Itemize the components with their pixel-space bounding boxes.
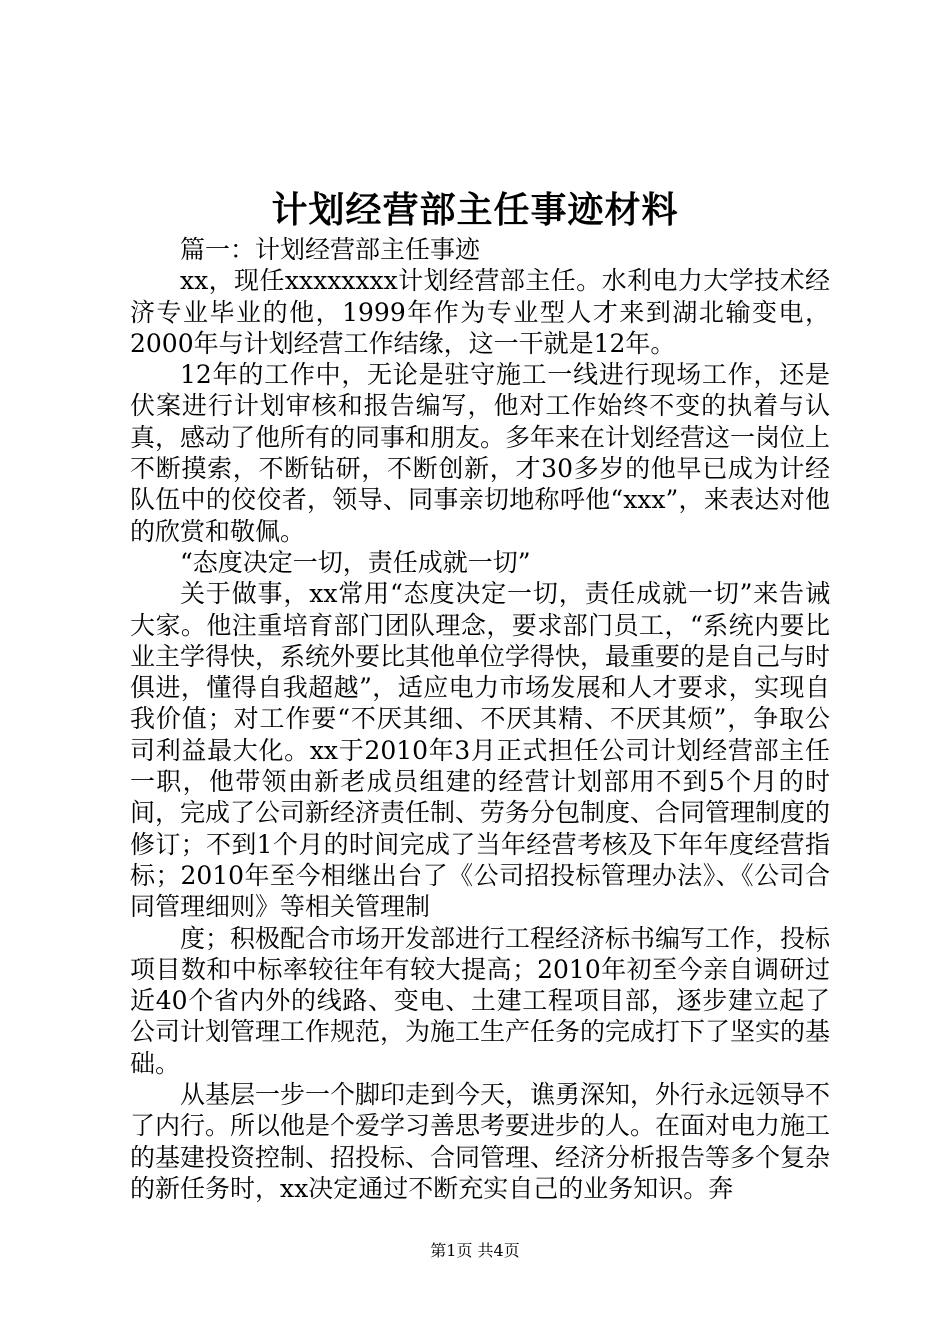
body-paragraph: 关于做事，xx常用“态度决定一切，责任成就一切”来告诫大家。他注重培育部门团队理念，要求部门员工，“系统内要比业主学得快，系统外要比其他单位学得快，最重要的是自己与时俱进，懂得自我超越”，适应电力市场发展和人才要求，实现自我价值；对工作要“不厌其细、不厌其精、不厌其烦”，争取公司利益最大化。xx于2010年3月正式担任公司计划经营部主任一职，他带领由新老成员组建的经营计划部用不到5个月的时间，完成了公司新经济责任制、劳务分包制度、合同管理制度的修订；不到1个月的时间完成了当年经营考核及下年年度经营指标；2010年至今相继出台了《公司招投标管理办法》、《公司合同管理细则》等相关管理制 bbox=[130, 579, 831, 922]
page-number-footer: 第1页 共4页 bbox=[430, 1241, 520, 1260]
document-body bbox=[130, 234, 830, 1204]
quote-heading: “态度决定一切，责任成就一切” bbox=[180, 547, 531, 577]
body-paragraph: 12年的工作中，无论是驻守施工一线进行现场工作，还是伏案进行计划审核和报告编写，他对工作始终不变的执着与认真，感动了他所有的同事和朋友。多年来在计划经营这一岗位上不断摸索，不断钻研，不断创新，才30多岁的他早已成为计经队伍中的佼佼者，领导、同事亲切地称呼他“xxx”，来表达对他的欣赏和敬佩。 bbox=[130, 360, 831, 546]
section-heading: 篇一：计划经营部主任事迹 bbox=[180, 235, 481, 264]
body-paragraph: xx，现任xxxxxxxx计划经营部主任。水利电力大学技术经济专业毕业的他，1999年作为专业型人才来到湖北输变电，2000年与计划经营工作结缘，这一干就是12年。 bbox=[130, 266, 830, 358]
document-title: 计划经营部主任事迹材料 bbox=[271, 189, 679, 231]
body-paragraph: 从基层一步一个脚印走到今天，谯勇深知，外行永远领导不了内行。所以他是个爱学习善思考要进步的人。在面对电力施工的基建投资控制、招投标、合同管理、经济分析报告等多个复杂的新任务时，xx决定通过不断充实自己的业务知识。奔 bbox=[130, 1080, 831, 1203]
body-paragraph: 度；积极配合市场开发部进行工程经济标书编写工作，投标项目数和中标率较往年有较大提高；2010年初至今亲自调研过近40个省内外的线路、变电、土建工程项目部，逐步建立起了公司计划管理工作规范，为施工生产任务的完成打下了坚实的基础。 bbox=[130, 923, 831, 1078]
